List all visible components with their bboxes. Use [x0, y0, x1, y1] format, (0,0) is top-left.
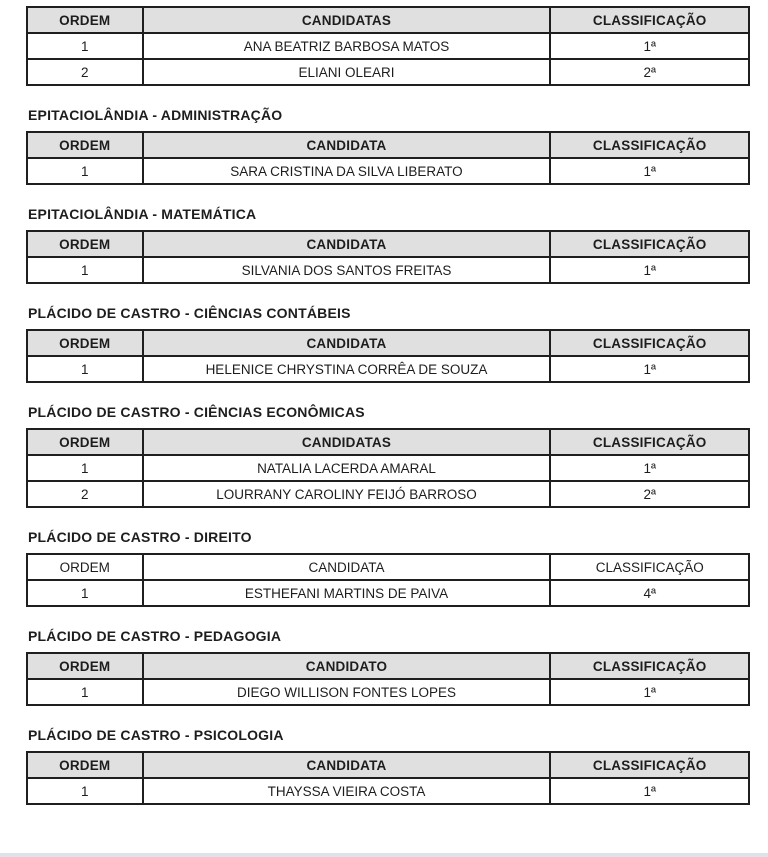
column-header-ordem: ORDEM: [27, 132, 143, 158]
cell-ordem: 1: [27, 580, 143, 606]
cell-classification: 1ª: [550, 356, 749, 382]
cell-ordem: 2: [27, 59, 143, 85]
table-row: [27, 257, 749, 283]
section-heading: PLÁCIDO DE CASTRO - CIÊNCIAS ECONÔMICAS: [28, 404, 365, 420]
cell-candidate: LOURRANY CAROLINY FEIJÓ BARROSO: [143, 481, 551, 507]
header-row: [27, 653, 749, 679]
cell-candidate: HELENICE CHRYSTINA CORRÊA DE SOUZA: [143, 356, 551, 382]
column-header-classification: CLASSIFICAÇÃO: [550, 752, 749, 778]
cell-candidate: SARA CRISTINA DA SILVA LIBERATO: [143, 158, 551, 184]
column-header-ordem: ORDEM: [27, 752, 143, 778]
column-header-candidate: CANDIDATAS: [143, 7, 551, 33]
results-table: [26, 329, 750, 383]
column-header-candidate: CANDIDATA: [143, 330, 551, 356]
cell-ordem: 1: [27, 778, 143, 804]
header-row: [27, 7, 749, 33]
cell-classification: 2ª: [550, 59, 749, 85]
column-header-ordem: ORDEM: [27, 554, 143, 580]
results-table: [26, 652, 750, 706]
cell-candidate: DIEGO WILLISON FONTES LOPES: [143, 679, 551, 705]
header-row: [27, 132, 749, 158]
cell-classification: 1ª: [550, 679, 749, 705]
column-header-ordem: ORDEM: [27, 7, 143, 33]
header-row: [27, 752, 749, 778]
column-header-classification: CLASSIFICAÇÃO: [550, 554, 749, 580]
cell-candidate: NATALIA LACERDA AMARAL: [143, 455, 551, 481]
cell-classification: 1ª: [550, 455, 749, 481]
section-heading: EPITACIOLÂNDIA - ADMINISTRAÇÃO: [28, 107, 283, 123]
page-bottom-edge: [0, 853, 768, 857]
header-row: [27, 429, 749, 455]
cell-ordem: 1: [27, 158, 143, 184]
section-heading: PLÁCIDO DE CASTRO - DIREITO: [28, 529, 252, 545]
table-row: [27, 679, 749, 705]
column-header-classification: CLASSIFICAÇÃO: [550, 653, 749, 679]
cell-ordem: 1: [27, 455, 143, 481]
column-header-ordem: ORDEM: [27, 429, 143, 455]
results-table: [26, 751, 750, 805]
table-row: [27, 455, 749, 481]
column-header-ordem: ORDEM: [27, 330, 143, 356]
results-table: [26, 428, 750, 508]
header-row: [27, 554, 749, 580]
column-header-classification: CLASSIFICAÇÃO: [550, 231, 749, 257]
cell-ordem: 1: [27, 679, 143, 705]
column-header-classification: CLASSIFICAÇÃO: [550, 7, 749, 33]
column-header-classification: CLASSIFICAÇÃO: [550, 330, 749, 356]
column-header-candidate: CANDIDATA: [143, 752, 551, 778]
section-heading: PLÁCIDO DE CASTRO - CIÊNCIAS CONTÁBEIS: [28, 305, 351, 321]
cell-candidate: ESTHEFANI MARTINS DE PAIVA: [143, 580, 551, 606]
cell-ordem: 1: [27, 257, 143, 283]
column-header-candidate: CANDIDATO: [143, 653, 551, 679]
section-heading: EPITACIOLÂNDIA - MATEMÁTICA: [28, 206, 257, 222]
column-header-candidate: CANDIDATA: [143, 231, 551, 257]
cell-classification: 4ª: [550, 580, 749, 606]
results-table: [26, 553, 750, 607]
table-row: [27, 356, 749, 382]
cell-ordem: 1: [27, 356, 143, 382]
column-header-classification: CLASSIFICAÇÃO: [550, 429, 749, 455]
section-heading: PLÁCIDO DE CASTRO - PEDAGOGIA: [28, 628, 282, 644]
cell-candidate: ELIANI OLEARI: [143, 59, 551, 85]
cell-ordem: 1: [27, 33, 143, 59]
header-row: [27, 330, 749, 356]
cell-classification: 1ª: [550, 33, 749, 59]
cell-classification: 1ª: [550, 158, 749, 184]
results-table: [26, 6, 750, 86]
results-table: [26, 230, 750, 284]
table-row: [27, 580, 749, 606]
cell-classification: 2ª: [550, 481, 749, 507]
cell-classification: 1ª: [550, 778, 749, 804]
cell-candidate: THAYSSA VIEIRA COSTA: [143, 778, 551, 804]
column-header-candidate: CANDIDATA: [143, 554, 551, 580]
cell-candidate: ANA BEATRIZ BARBOSA MATOS: [143, 33, 551, 59]
section-heading: PLÁCIDO DE CASTRO - PSICOLOGIA: [28, 727, 284, 743]
cell-classification: 1ª: [550, 257, 749, 283]
table-row: [27, 59, 749, 85]
results-table: [26, 131, 750, 185]
column-header-candidate: CANDIDATA: [143, 132, 551, 158]
column-header-candidate: CANDIDATAS: [143, 429, 551, 455]
table-row: [27, 33, 749, 59]
column-header-ordem: ORDEM: [27, 231, 143, 257]
column-header-classification: CLASSIFICAÇÃO: [550, 132, 749, 158]
table-row: [27, 481, 749, 507]
column-header-ordem: ORDEM: [27, 653, 143, 679]
cell-candidate: SILVANIA DOS SANTOS FREITAS: [143, 257, 551, 283]
header-row: [27, 231, 749, 257]
table-row: [27, 158, 749, 184]
table-row: [27, 778, 749, 804]
cell-ordem: 2: [27, 481, 143, 507]
